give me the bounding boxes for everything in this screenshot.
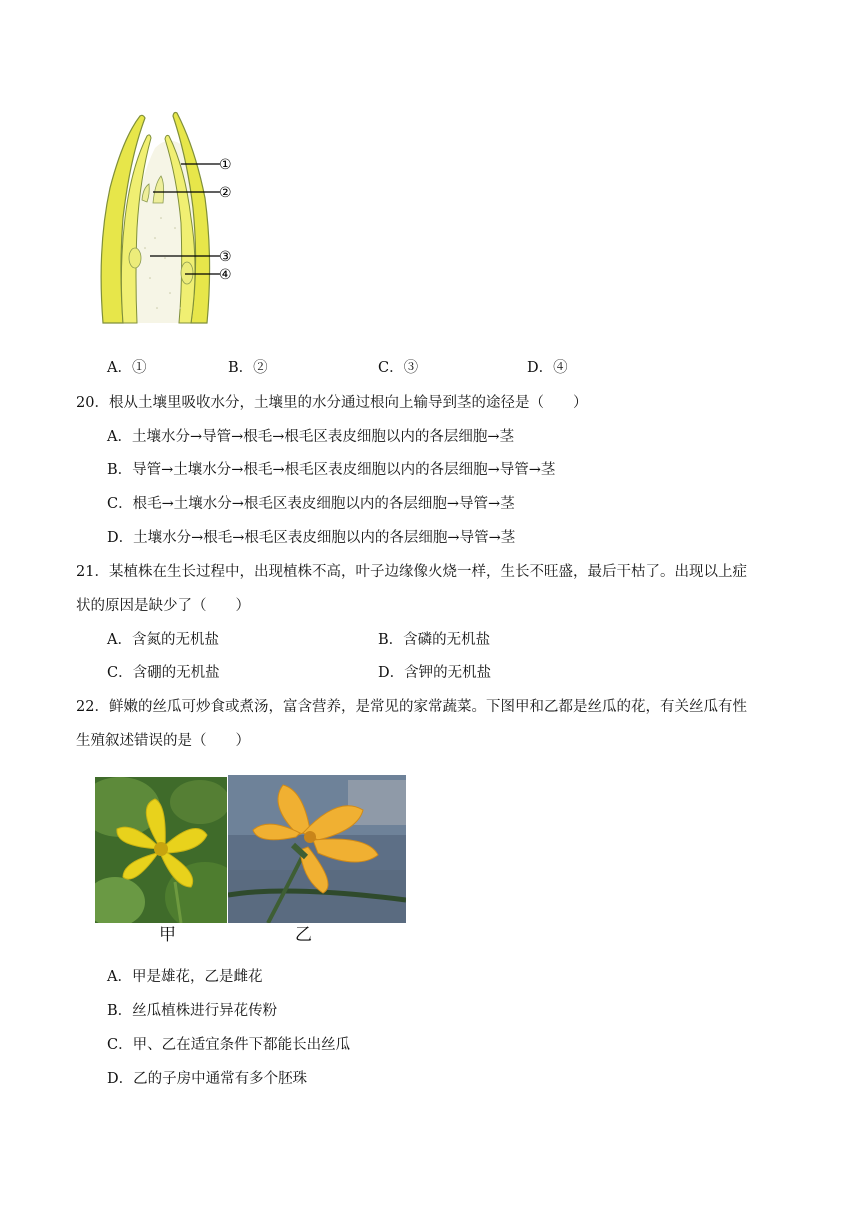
q22-option-a: A．甲是雄花，乙是雌花: [107, 969, 263, 985]
q19-option-a: A．①: [107, 360, 147, 376]
q19-option-b: B．②: [228, 360, 268, 376]
q20-option-d: D．土壤水分→根毛→根毛区表皮细胞以内的各层细胞→导管→茎: [107, 530, 516, 546]
bud-section-diagram: [95, 108, 275, 333]
q20-option-c: C．根毛→土壤水分→根毛区表皮细胞以内的各层细胞→导管→茎: [107, 496, 515, 512]
figure-label-3: ③: [219, 249, 232, 265]
q19-option-d: D．④: [527, 360, 568, 376]
q21-option-a: A．含氮的无机盐: [107, 632, 219, 648]
q22-stem-line2: 生殖叙述错误的是（ ）: [76, 733, 250, 749]
q19-option-c: C．③: [378, 360, 419, 376]
bud-section-figure: [95, 108, 275, 333]
q22-option-b: B．丝瓜植株进行异花传粉: [107, 1003, 278, 1019]
caption-yi: 乙: [295, 925, 312, 945]
q21-stem-line2: 状的原因是缺少了（ ）: [76, 598, 250, 614]
figure-label-2: ②: [219, 185, 232, 201]
q21-stem-line1: 21．某植株在生长过程中，出现植株不高，叶子边缘像火烧一样，生长不旺盛，最后干枯了。出现以上症: [76, 564, 747, 580]
q20-option-a: A．土壤水分→导管→根毛→根毛区表皮细胞以内的各层细胞→茎: [107, 429, 515, 445]
figure-label-1: ①: [219, 157, 232, 173]
q22-option-d: D．乙的子房中通常有多个胚珠: [107, 1071, 308, 1087]
q21-option-d: D．含钾的无机盐: [378, 665, 492, 681]
q21-option-b: B．含磷的无机盐: [378, 632, 491, 648]
q20-stem: 20．根从土壤里吸收水分，土壤里的水分通过根向上输导到茎的途径是（ ）: [76, 395, 588, 411]
flower-photo-yi: [228, 775, 406, 923]
q20-option-b: B．导管→土壤水分→根毛→根毛区表皮细胞以内的各层细胞→导管→茎: [107, 462, 556, 478]
q22-stem-line1: 22．鲜嫩的丝瓜可炒食或煮汤，富含营养，是常见的家常蔬菜。下图甲和乙都是丝瓜的花，有关丝瓜有性: [76, 699, 747, 715]
caption-jia: 甲: [159, 925, 176, 945]
q22-option-c: C．甲、乙在适宜条件下都能长出丝瓜: [107, 1037, 351, 1053]
flower-photo-jia: [95, 777, 227, 923]
q21-option-c: C．含硼的无机盐: [107, 665, 220, 681]
figure-label-4: ④: [219, 267, 232, 283]
